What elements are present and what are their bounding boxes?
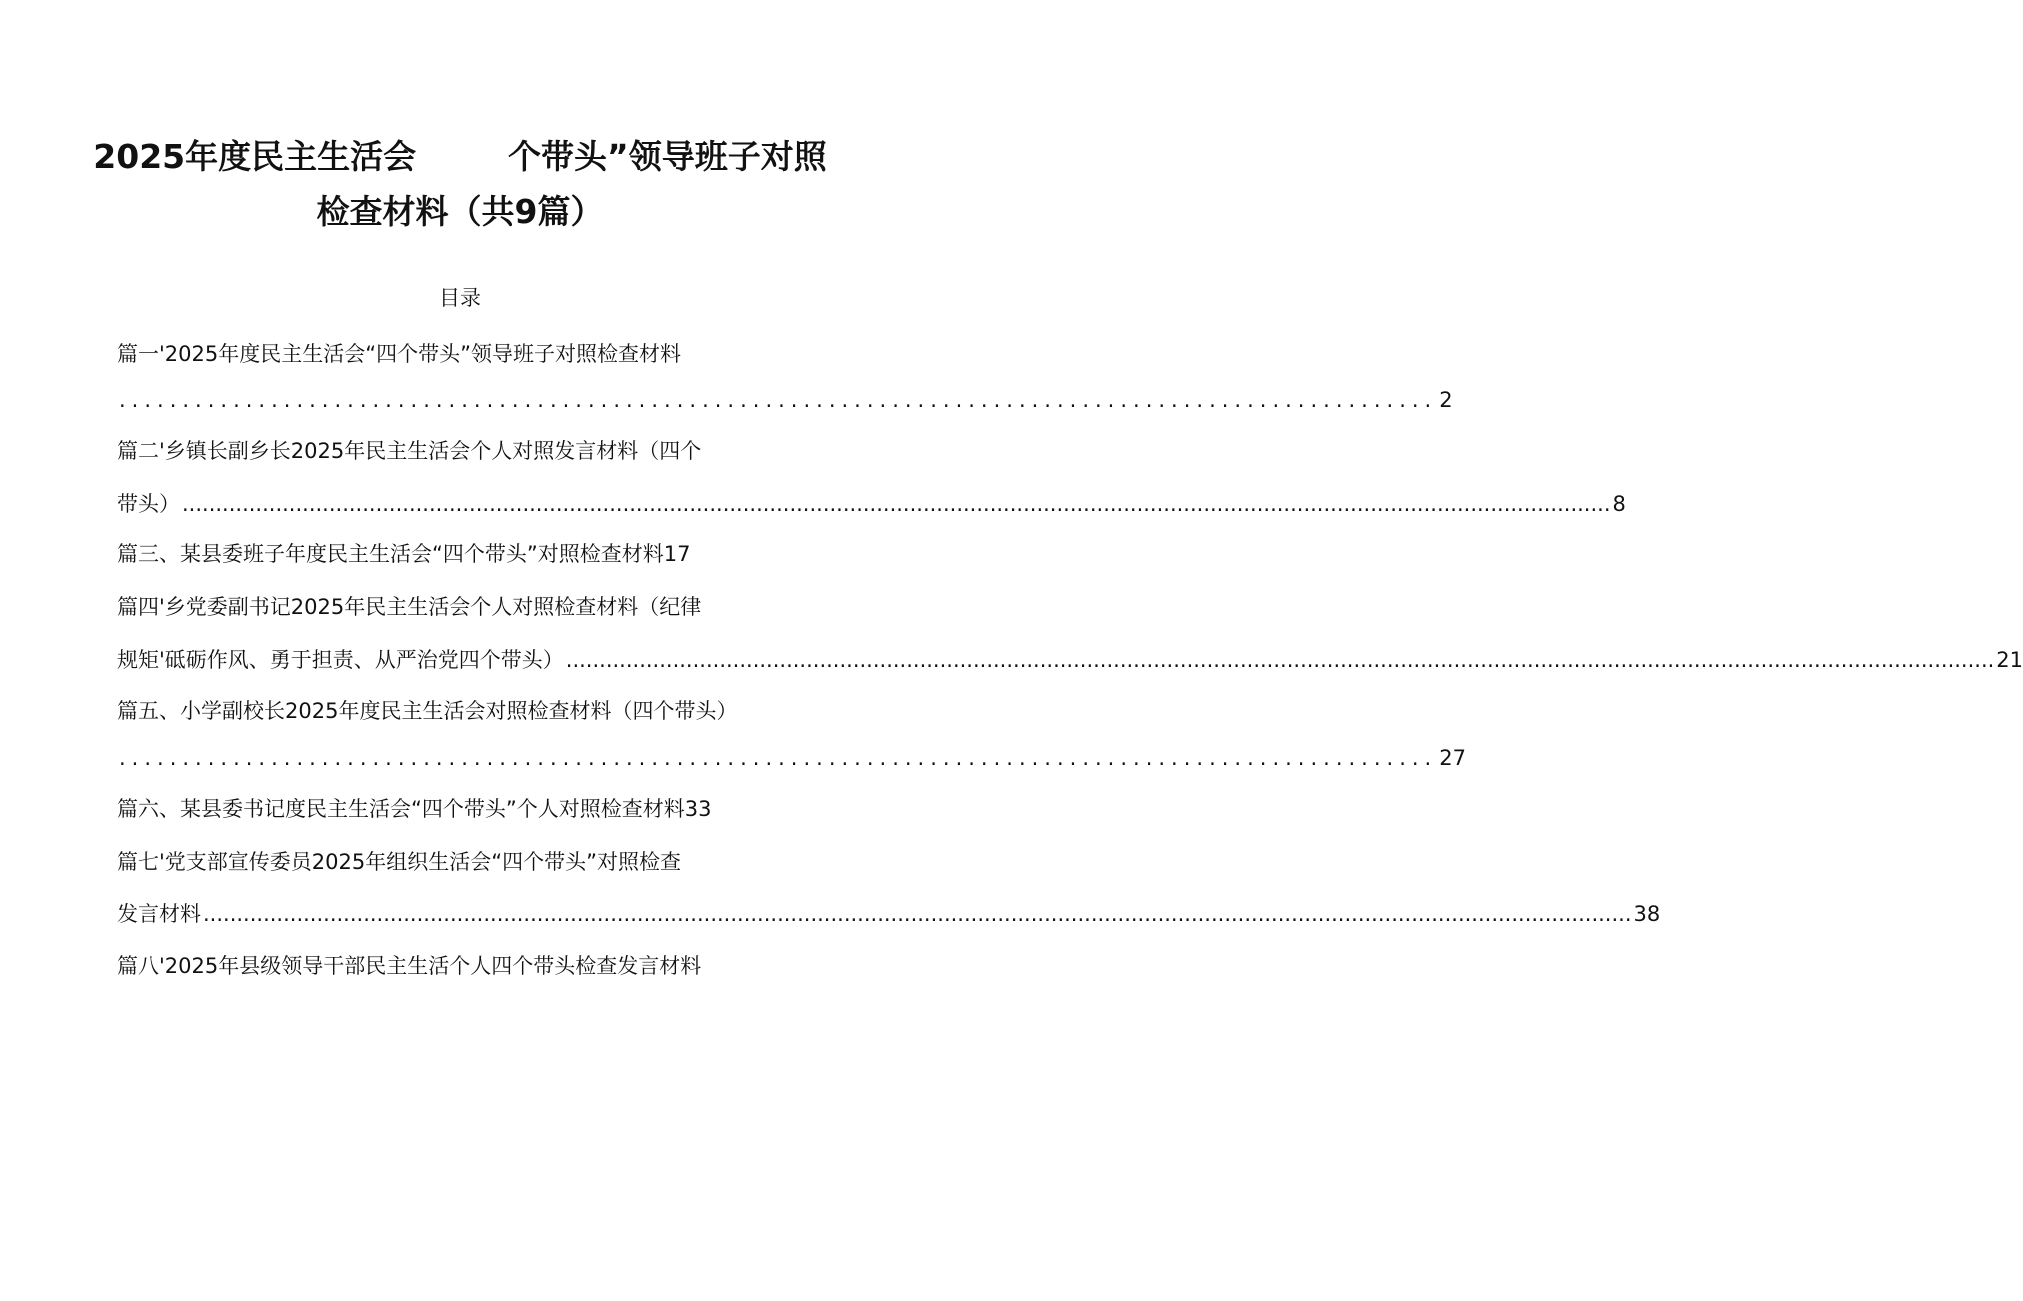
toc-entry-3-title: 篇三、某县委班子年度民主生活会“四个带头”对照检查材料17 [117,542,691,566]
toc-entry-1-leader [117,386,1453,414]
toc-heading: 目录 [439,286,481,310]
toc-entry-2-page: 8 [1612,492,1626,516]
toc-entry-8-title: 篇八'2025年县级领导干部民主生活个人四个带头检查发言材料 [117,954,702,978]
dot-leader: ...................................................................................................................................................................................................................... [182,492,1611,516]
toc-entry-6-title: 篇六、某县委书记度民主生活会“四个带头”个人对照检查材料33 [117,797,712,821]
toc-entry-1-title: 篇一'2025年度民主生活会“四个带头”领导班子对照检查材料 [117,342,681,366]
dot-leader: ........................................................................................................ [119,746,1438,770]
toc-entry-2-leader [117,490,1626,518]
toc-entry-7-cont: 发言材料 [117,902,201,926]
toc-entry-7-leader [117,900,1661,928]
toc-entry-4-page: 21 [1996,648,2023,672]
toc-entry-4-cont: 规矩'砥砺作风、勇于担责、从严治党四个带头） [117,648,564,672]
dot-leader: ...................................................................................................................................................................................................................... [203,902,1632,926]
document-title-line-2: 检查材料（共9篇） [316,192,604,231]
toc-entry-5-title: 篇五、小学副校长2025年度民主生活会对照检查材料（四个带头） [117,699,738,723]
toc-entry-2-title: 篇二'乡镇长副乡长2025年民主生活会个人对照发言材料（四个 [117,439,702,463]
toc-entry-1-page: 2 [1439,388,1453,412]
dot-leader: ...................................................................................................................................................................................................................... [565,648,1995,672]
toc-entry-5-page: 27 [1439,746,1466,770]
toc-entry-7-title: 篇七'党支部宣传委员2025年组织生活会“四个带头”对照检查 [117,850,681,874]
toc-entry-7-page: 38 [1633,902,1661,926]
toc-entry-4-title: 篇四'乡党委副书记2025年民主生活会个人对照检查材料（纪律 [117,595,702,619]
toc-entry-2-cont: 带头） [117,492,180,516]
toc-entry-5-leader [117,744,1466,772]
dot-leader: ........................................................................................................ [119,388,1438,412]
toc-entry-4-leader [117,646,2023,674]
document-title-line-1: 2025年度民主生活会 个带头”领导班子对照 [93,137,827,176]
